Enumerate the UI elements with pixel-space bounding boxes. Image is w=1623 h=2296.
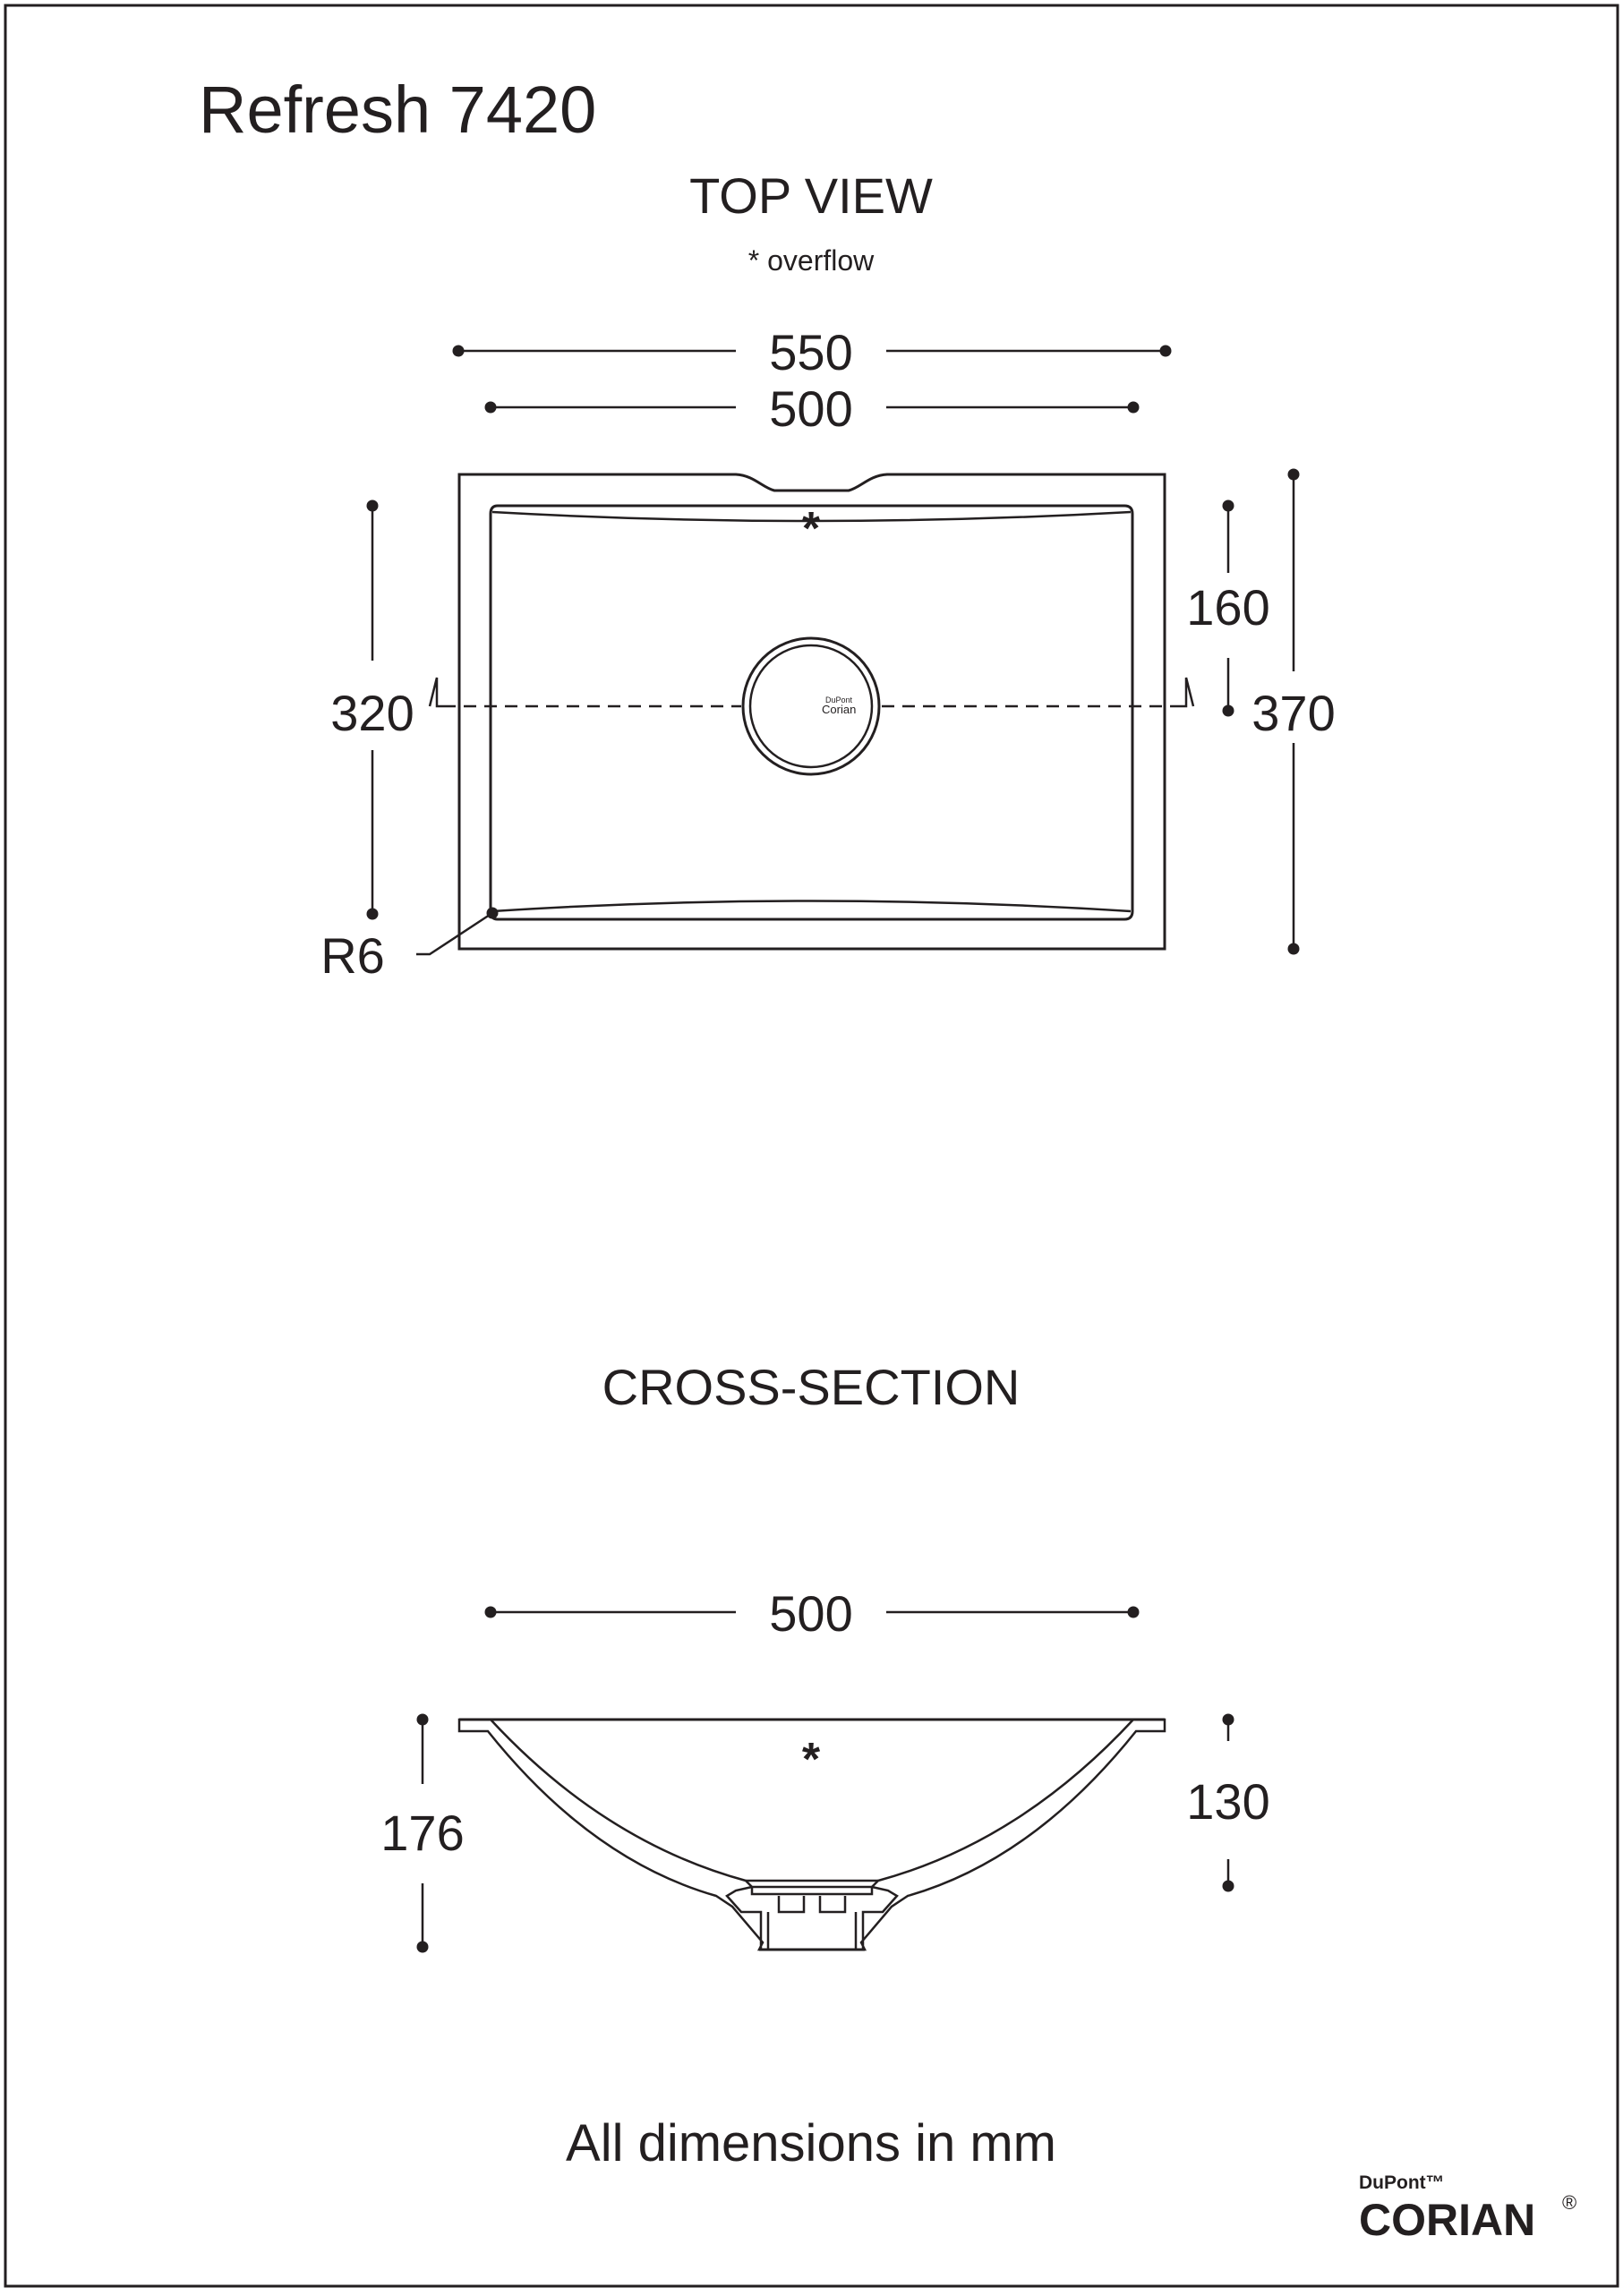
- drain: [743, 638, 879, 774]
- dimension-label-500-section: 500: [769, 1585, 853, 1642]
- dimension-overall-depth: [1251, 469, 1335, 955]
- overflow-marker-section: *: [801, 1734, 821, 1786]
- dimension-label-130: 130: [1186, 1773, 1270, 1830]
- dimension-label-550: 550: [769, 324, 853, 380]
- product-title: Refresh 7420: [199, 73, 597, 147]
- front-lip-curve: [492, 901, 1131, 912]
- brand-dupont: DuPont™: [1359, 2172, 1445, 2193]
- dimension-inner-depth: [330, 500, 414, 920]
- sink-inner-outline: [491, 506, 1132, 919]
- corner-radius-callout: [320, 908, 498, 985]
- dimension-label-500-top: 500: [769, 380, 853, 437]
- cross-section-heading: CROSS-SECTION: [602, 1359, 1021, 1415]
- drain-logo-corian: Corian: [822, 703, 857, 716]
- dimension-inner-width: [485, 380, 1140, 437]
- dimension-label-370: 370: [1251, 685, 1336, 741]
- dimension-label-160: 160: [1186, 579, 1270, 636]
- drain-logo-dupont: DuPont: [825, 696, 853, 704]
- dimension-overall-height: [380, 1714, 464, 1953]
- overflow-note: * overflow: [747, 244, 875, 277]
- dimension-section-width: [485, 1585, 1140, 1642]
- brand-corian: CORIAN: [1359, 2195, 1536, 2245]
- brand-registered-mark: ®: [1562, 2191, 1577, 2214]
- dimension-label-320: 320: [330, 685, 414, 741]
- corian-logo: [1359, 2172, 1576, 2245]
- top-view-heading: TOP VIEW: [689, 167, 933, 224]
- section-break-left: [430, 678, 443, 706]
- dimension-outer-width: [453, 324, 1172, 380]
- dimension-label-r6: R6: [320, 927, 385, 984]
- dimension-label-176: 176: [380, 1805, 465, 1861]
- section-break-right: [1180, 678, 1193, 706]
- units-note: All dimensions in mm: [566, 2114, 1056, 2172]
- overflow-marker-top: *: [801, 503, 821, 555]
- dimension-bowl-depth: [1186, 1714, 1269, 1892]
